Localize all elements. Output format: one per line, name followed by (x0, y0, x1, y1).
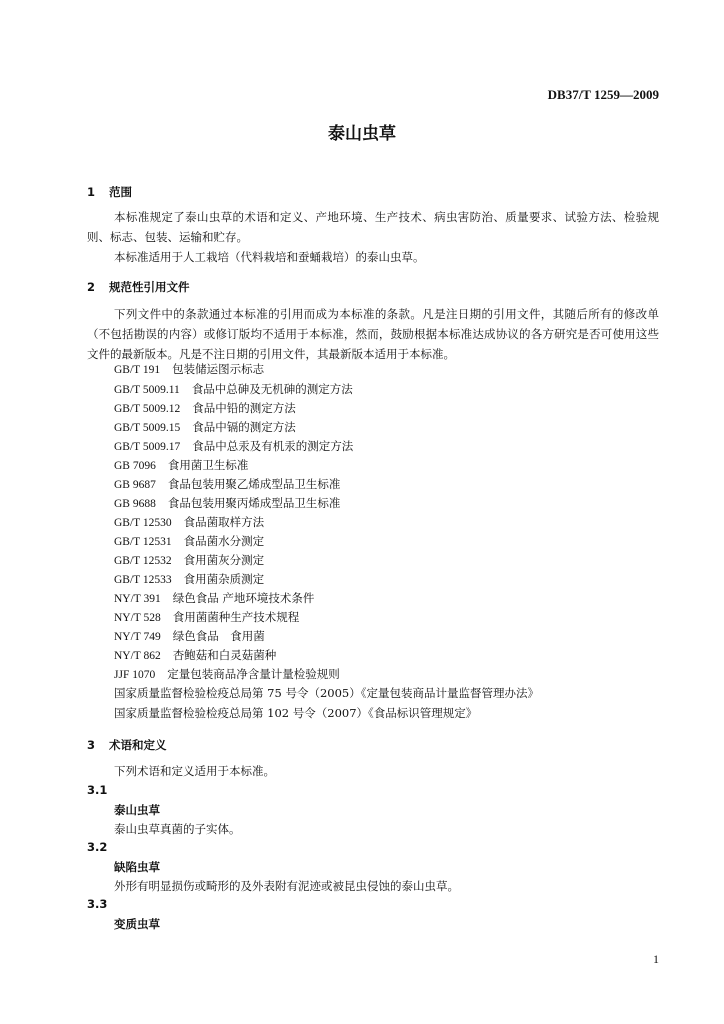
term-number: 3.3 (87, 897, 108, 911)
reference-item (114, 590, 314, 606)
reference-code: NY/T 528 (114, 612, 161, 624)
section-title: 范围 (109, 185, 132, 199)
reference-title: 食品菌取样方法 (183, 515, 265, 529)
reference-code: GB/T 12530 (114, 517, 172, 529)
term-name: 缺陷虫草 (114, 860, 160, 874)
reference-item (114, 438, 353, 454)
reference-title: 绿色食品 食用菌 (172, 629, 265, 643)
reference-item (114, 381, 353, 397)
reference-item (114, 533, 264, 549)
standard-code: DB37/T 1259—2009 (547, 87, 659, 102)
reference-item (114, 457, 248, 473)
reference-code: GB 7096 (114, 460, 156, 472)
term-definition: 外形有明显损伤或畸形的及外表附有泥迹或被昆虫侵蚀的泰山虫草。 (114, 879, 459, 893)
reference-title: 食用菌灰分测定 (183, 553, 265, 567)
scope-paragraph-1: 本标准规定了泰山虫草的术语和定义、产地环境、生产技术、病虫害防治、质量要求、试验方法、检验规则、标志、包装、运输和贮存。 (87, 210, 659, 244)
reference-item (114, 495, 340, 511)
reference-item (114, 419, 296, 435)
reference-code: GB/T 5009.15 (114, 422, 181, 434)
reference-title: 食品包装用聚乙烯成型品卫生标准 (167, 477, 341, 491)
section-1-heading (87, 184, 132, 200)
section-number: 3 (87, 738, 96, 752)
reference-item (114, 476, 340, 492)
reference-item (114, 666, 340, 682)
reference-title: 食品中总汞及有机汞的测定方法 (192, 439, 354, 453)
reference-order-102: 国家质量监督检验检疫总局第 102 号令（2007）《食品标识管理规定》 (114, 706, 478, 720)
term-definition: 泰山虫草真菌的子实体。 (114, 822, 241, 836)
reference-title: 绿色食品 产地环境技术条件 (172, 591, 315, 605)
reference-code: GB/T 5009.11 (114, 384, 180, 396)
reference-item (114, 571, 264, 587)
section-2-heading (87, 279, 190, 295)
reference-item (114, 514, 264, 530)
reference-title: 食品菌水分测定 (183, 534, 265, 548)
reference-title: 食品包装用聚丙烯成型品卫生标准 (167, 496, 341, 510)
section-title: 规范性引用文件 (109, 280, 190, 294)
reference-title: 定量包装商品净含量计量检验规则 (167, 667, 340, 681)
page-number: 1 (653, 952, 659, 966)
reference-code: NY/T 391 (114, 593, 161, 605)
reference-code: GB 9687 (114, 479, 156, 491)
reference-title: 食用菌杂质测定 (183, 572, 265, 586)
reference-code: GB/T 12531 (114, 536, 172, 548)
reference-title: 食用菌卫生标准 (167, 458, 249, 472)
section-title: 术语和定义 (109, 738, 167, 752)
reference-item (114, 609, 299, 625)
reference-item (114, 628, 265, 644)
reference-code: GB/T 5009.12 (114, 403, 181, 415)
reference-title: 食品中铅的测定方法 (192, 401, 296, 415)
term-number: 3.2 (87, 840, 108, 854)
reference-title: 食用菌菌种生产技术规程 (172, 610, 300, 624)
reference-item (114, 361, 264, 377)
page-title: 泰山虫草 (328, 124, 396, 144)
term-name: 泰山虫草 (114, 803, 160, 817)
reference-item (114, 647, 276, 663)
reference-code: GB/T 12532 (114, 555, 172, 567)
scope-paragraph-2: 本标准适用于人工栽培（代料栽培和蚕蛹栽培）的泰山虫草。 (114, 250, 425, 264)
reference-order-75: 国家质量监督检验检疫总局第 75 号令（2005）《定量包装商品计量监督管理办法》 (114, 686, 539, 700)
reference-code: GB 9688 (114, 498, 156, 510)
reference-title: 食品中总砷及无机砷的测定方法 (191, 382, 353, 396)
reference-title: 食品中镉的测定方法 (192, 420, 296, 434)
reference-code: NY/T 749 (114, 631, 161, 643)
reference-item (114, 400, 296, 416)
reference-item (114, 552, 264, 568)
term-number: 3.1 (87, 783, 108, 797)
section-number: 1 (87, 185, 96, 199)
term-name: 变质虫草 (114, 917, 160, 931)
references-intro: 下列文件中的条款通过本标准的引用而成为本标准的条款。凡是注日期的引用文件，其随后所有的修改单（不包括勘误的内容）或修订版均不适用于本标准，然而，鼓励根据本标准达成协议的各方研究是否可使用这些文件的最新版本。凡是不注日期的引用文件，其最新版本适用于本标准。 (87, 307, 659, 361)
section-3-heading (87, 737, 167, 753)
reference-code: JJF 1070 (114, 669, 156, 681)
terms-intro: 下列术语和定义适用于本标准。 (114, 764, 275, 778)
reference-code: GB/T 12533 (114, 574, 172, 586)
reference-code: GB/T 5009.17 (114, 441, 181, 453)
section-number: 2 (87, 280, 96, 294)
reference-code: NY/T 862 (114, 650, 161, 662)
reference-code: GB/T 191 (114, 364, 161, 376)
reference-title: 杏鲍菇和白灵菇菌种 (172, 648, 277, 662)
reference-title: 包装储运图示标志 (172, 362, 265, 376)
